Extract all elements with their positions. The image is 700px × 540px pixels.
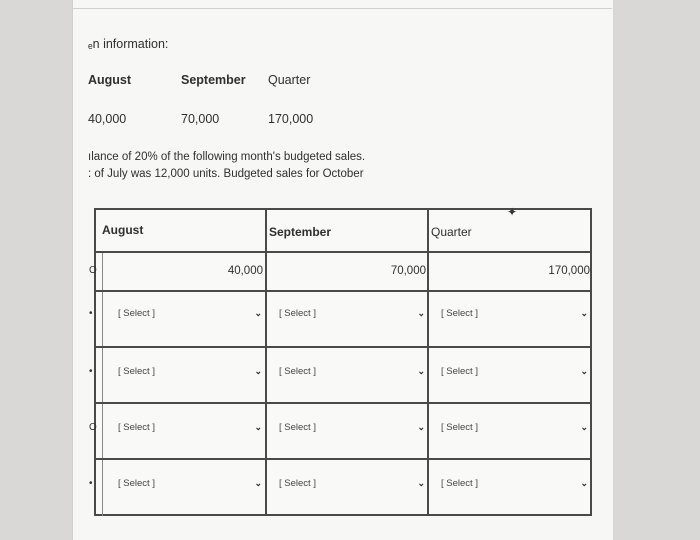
select-label: [ Select ] xyxy=(279,477,316,489)
col-header-september: September xyxy=(269,225,332,239)
chevron-down-icon: ⌄ xyxy=(580,477,588,488)
chevron-down-icon: ⌄ xyxy=(254,365,262,376)
chevron-down-icon: ⌄ xyxy=(254,421,262,432)
select-label: [ Select ] xyxy=(279,365,316,377)
value-september: 70,000 xyxy=(390,265,426,277)
chevron-down-icon: ⌄ xyxy=(417,477,425,488)
select-label: [ Select ] xyxy=(441,365,478,377)
table-row-line xyxy=(94,402,592,404)
select-label: [ Select ] xyxy=(118,307,155,319)
table-row-line xyxy=(94,346,592,348)
select-label: [ Select ] xyxy=(118,365,155,377)
row-label: O xyxy=(89,422,97,433)
intro-text: ₑn information: xyxy=(88,37,169,51)
select-row2-september[interactable] xyxy=(265,362,429,380)
table-row-line xyxy=(94,458,592,460)
chevron-down-icon: ⌄ xyxy=(417,307,425,318)
row-label: • xyxy=(89,308,93,319)
info-value-august: 40,000 xyxy=(88,112,127,126)
value-quarter: 170,000 xyxy=(548,265,590,277)
chevron-down-icon: ⌄ xyxy=(580,307,588,318)
select-label: [ Select ] xyxy=(441,421,478,433)
select-row3-august[interactable] xyxy=(100,418,266,436)
select-label: [ Select ] xyxy=(441,477,478,489)
select-row4-september[interactable] xyxy=(265,474,429,492)
info-value-september: 70,000 xyxy=(181,112,220,126)
select-row1-september[interactable] xyxy=(265,304,429,322)
select-row1-august[interactable] xyxy=(100,304,266,322)
chevron-down-icon: ⌄ xyxy=(580,365,588,376)
select-row3-september[interactable] xyxy=(265,418,429,436)
select-label: [ Select ] xyxy=(279,421,316,433)
table-row-line xyxy=(94,290,592,292)
chevron-down-icon: ⌄ xyxy=(417,365,425,376)
row-label: O xyxy=(89,265,97,276)
info-header-september: September xyxy=(181,73,246,87)
value-august: 40,000 xyxy=(227,265,263,277)
col-header-august: August xyxy=(102,223,144,237)
cursor-icon: ✦ xyxy=(507,205,518,219)
select-row2-quarter[interactable] xyxy=(427,362,592,380)
col-header-quarter: Quarter xyxy=(431,225,472,239)
table-row-line xyxy=(94,251,592,253)
row-label: • xyxy=(89,478,93,489)
select-label: [ Select ] xyxy=(279,307,316,319)
chevron-down-icon: ⌄ xyxy=(254,477,262,488)
select-row4-august[interactable] xyxy=(100,474,266,492)
select-row3-quarter[interactable] xyxy=(427,418,592,436)
info-header-quarter: Quarter xyxy=(268,73,311,87)
chevron-down-icon: ⌄ xyxy=(417,421,425,432)
chevron-down-icon: ⌄ xyxy=(254,307,262,318)
info-value-quarter: 170,000 xyxy=(268,112,314,126)
paragraph-line-2: : of July was 12,000 units. Budgeted sales for October xyxy=(88,168,364,180)
select-label: [ Select ] xyxy=(118,477,155,489)
select-row1-quarter[interactable] xyxy=(427,304,592,322)
select-label: [ Select ] xyxy=(118,421,155,433)
table-col-line xyxy=(94,208,96,516)
paragraph-line-1: ılance of 20% of the following month's budgeted sales. xyxy=(88,151,366,163)
info-header-august: August xyxy=(88,73,132,87)
select-label: [ Select ] xyxy=(441,307,478,319)
row-label: • xyxy=(89,366,93,377)
chevron-down-icon: ⌄ xyxy=(580,421,588,432)
sheet-divider xyxy=(72,8,612,9)
select-row2-august[interactable] xyxy=(100,362,266,380)
select-row4-quarter[interactable] xyxy=(427,474,592,492)
